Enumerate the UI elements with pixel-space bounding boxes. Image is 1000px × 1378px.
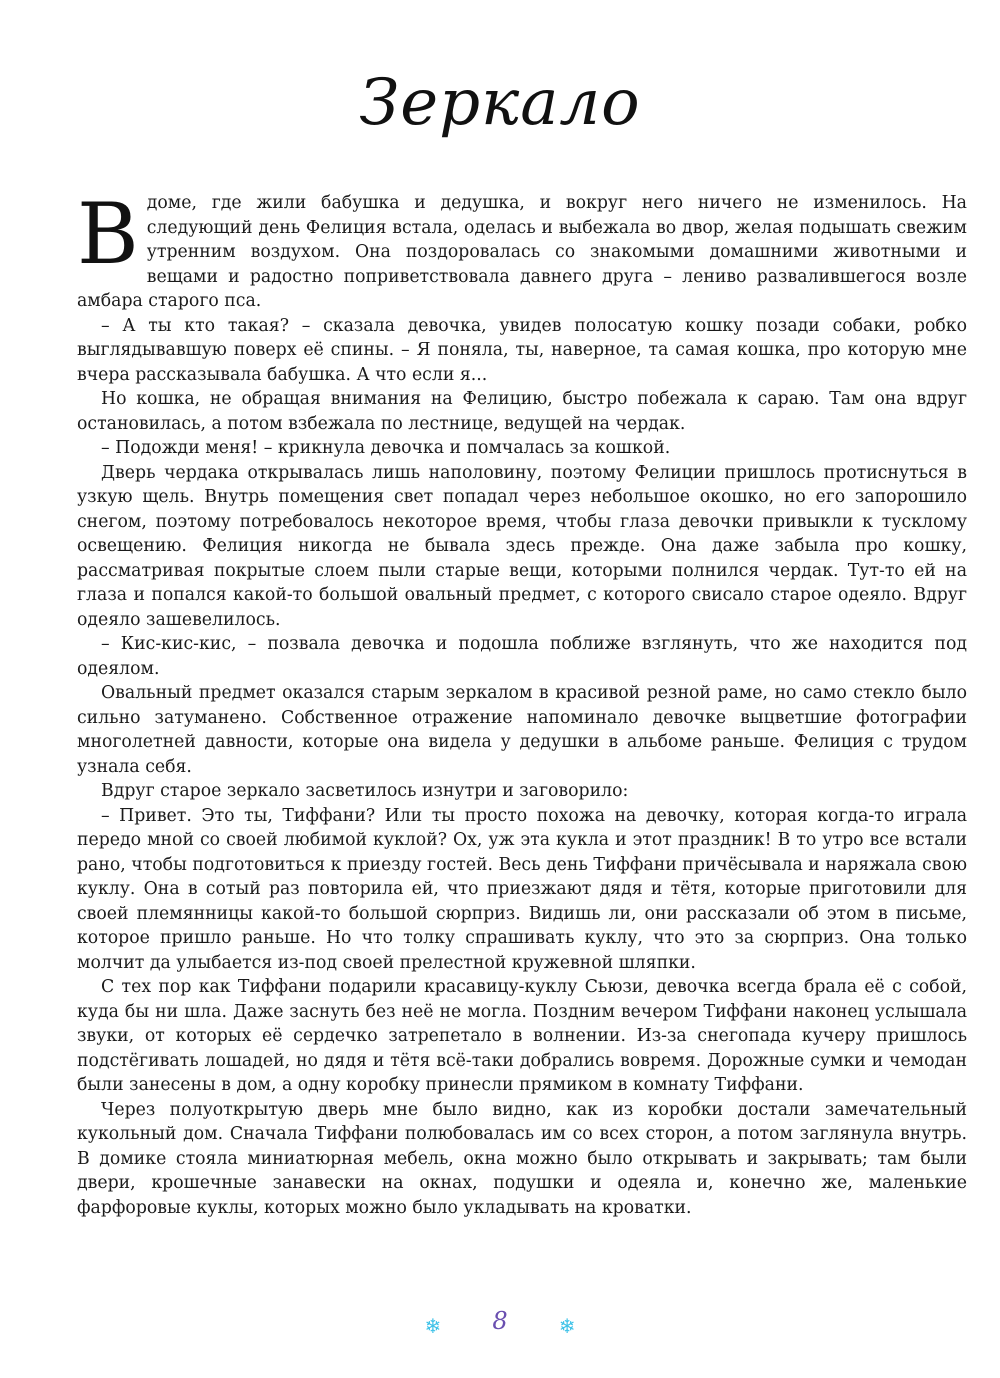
paragraph: Дверь чердака открывалась лишь наполовину, поэтому Фелиции пришлось протиснуться в узкую щель. Внутрь помещения свет попадал через небольшое окошко, но его запорошило снегом, поэтому потребовалось некоторое время, чтобы глаза девочки привыкли к тусклому освещению. Фелиция никогда не бывала здесь прежде. Она даже забыла про кошку, рассматривая покрытые слоем пыли старые вещи, которыми полнился чердак. Тут-то ей на глаза и попался какой-то большой овальный предмет, с которого свисало старое одеяло. Вдруг одеяло зашевелилось. — [77, 462, 967, 630]
paragraph: С тех пор как Тиффани подарили красавицу-куклу Сьюзи, девочка всегда брала её с собой, куда бы ни шла. Даже заснуть без неё не могла. Поздним вечером Тиффани наконец услышала звуки, от которых её сердечко затрепетало в волнении. Из-за снегопада кучеру пришлось подстёгивать лошадей, но дядя и тётя всё-таки добрались вовремя. Дорожные сумки и чемодан были занесены в дом, а одну коробку принесли прямиком в комнату Тиффани. — [77, 977, 967, 1095]
drop-cap: В — [77, 185, 139, 283]
page-number: 8 — [492, 1307, 508, 1335]
snowflake-icon: ❄ — [558, 1314, 576, 1338]
page-title: Зеркало — [359, 66, 641, 140]
paragraph: – Привет. Это ты, Тиффани? Или ты просто похожа на девочку, которая когда-то играла передо мной со своей любимой куклой? Ох, уж эта кукла и этот праздник! В то утро все встали рано, чтобы подготовиться к приезду гостей. Весь день Тиффани причёсывала и наряжала свою куклу. Она в сотый раз повторила ей, что приезжают дядя и тётя, которые приготовили для своей племянницы какой-то большой сюрприз. Видишь ли, они рассказали об этом в письме, которое пришло раньше. Но что толку спрашивать куклу, что это за сюрприз. Она только молчит да улыбается из-под своей прелестной кружевной шляпки. — [77, 805, 967, 973]
paragraph — [77, 185, 967, 314]
paragraph: – А ты кто такая? – сказала девочка, увидев полосатую кошку позади собаки, робко выглядывавшую поверх её спины. – Я поняла, ты, наверное, та самая кошка, про которую мне вчера рассказывала бабушка. А что если я... — [77, 315, 967, 385]
paragraph: – Кис-кис-кис, – позвала девочка и подошла поближе взглянуть, что же находится под одеялом. — [77, 634, 967, 679]
paragraph: – Подожди меня! – крикнула девочка и помчалась за кошкой. — [101, 438, 671, 458]
snowflake-icon: ❄ — [424, 1314, 442, 1338]
paragraph-text: доме, где жили бабушка и дедушка, и вокруг него ничего не изменилось. На следующий день Фелиция встала, оделась и выбежала во двор, желая подышать свежим утренним воздухом. Она поздоровалась со знакомыми домашними животными и вещами и радостно поприветствовала давнего друга – лениво развалившегося возле амбара старого пса. — [77, 193, 967, 311]
paragraph: Вдруг старое зеркало засветилось изнутри и заговорило: — [101, 781, 629, 801]
paragraph: Овальный предмет оказался старым зеркалом в красивой резной раме, но само стекло было сильно затуманено. Собственное отражение напоминало девочке выцветшие фотографии многолетней давности, которые она видела у дедушки в альбоме раньше. Фелиция с трудом узнала себя. — [77, 683, 967, 777]
story-text — [77, 185, 967, 1220]
page-footer — [0, 1304, 1000, 1344]
paragraph: Через полуоткрытую дверь мне было видно, как из коробки достали замечательный кукольный дом. Сначала Тиффани полюбовалась им со всех сторон, а потом заглянула внутрь. В домике стояла миниатюрная мебель, окна можно было открывать и закрывать; там были двери, крошечные занавески на окнах, подушки и одеяла и, конечно же, маленькие фарфоровые куклы, которых можно было укладывать на кроватки. — [77, 1099, 967, 1218]
paragraph: Но кошка, не обращая внимания на Фелицию, быстро побежала к сараю. Там она вдруг остановилась, а потом взбежала по лестнице, ведущей на чердак. — [77, 389, 967, 434]
